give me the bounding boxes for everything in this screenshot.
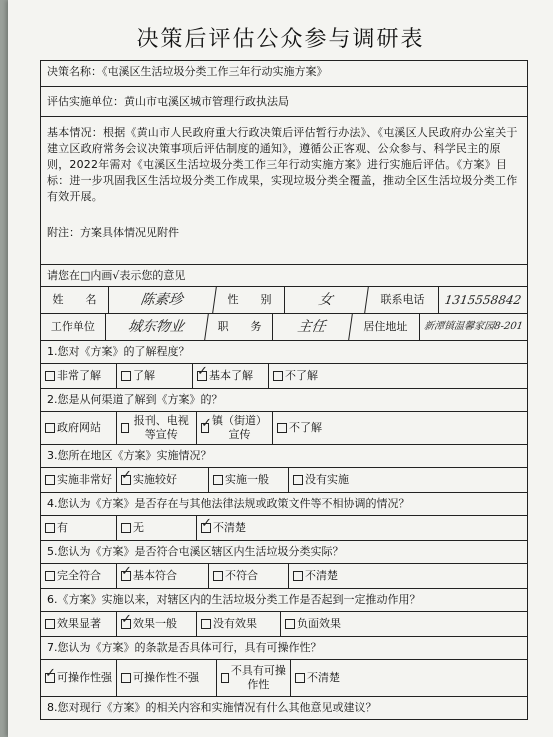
option-cell[interactable] (117, 468, 209, 492)
option-label: 了解 (133, 369, 155, 382)
option-row (41, 364, 527, 389)
basic-info: 基本情况：根据《黄山市人民政府重大行政决策后评估暂行办法》、《屯溪区人民政府办公室关于建立区政府常务会议决策事项后评估制度的通知》，遵循公正客观、公众参与、科学民主的原则，2022年需对《屯溪区生活垃圾分类工作三年行动实施方案》进行实施后评估。《方案》目标：进一步巩固我区生活垃圾分类工作成果，实现垃圾分类全覆盖，推动全区生活垃圾分类工作有效开展。 (47, 126, 518, 203)
question-text: 8.您对现行《方案》的相关内容和实施情况有什么其他意见或建议？ (41, 697, 527, 720)
option-cell[interactable] (197, 412, 273, 444)
checkmark-icon: ✓ (197, 364, 208, 379)
option-cell[interactable] (117, 364, 193, 388)
name-value: 陈素珍 (107, 287, 217, 313)
question-text: 7.您认为《方案》的条款是否具体可行，具有可操作性？ (41, 637, 527, 660)
position-label: 职 务 (207, 314, 274, 340)
option-cell[interactable] (289, 468, 527, 492)
checked-box-icon[interactable] (121, 612, 132, 629)
checked-box-icon[interactable] (121, 564, 132, 581)
checkbox-icon[interactable] (121, 673, 131, 683)
survey-sheet (8, 0, 553, 737)
option-cell[interactable] (209, 564, 289, 588)
option-row (41, 612, 527, 637)
question-text: 3.您所在地区《方案》实施情况？ (41, 445, 527, 468)
checkbox-icon[interactable] (293, 571, 303, 581)
checked-box-icon[interactable] (197, 364, 208, 381)
option-cell[interactable] (269, 364, 527, 388)
option-label: 不了解 (289, 421, 322, 434)
option-cell[interactable] (193, 364, 269, 388)
option-cell[interactable] (41, 468, 117, 492)
checkbox-icon[interactable] (121, 423, 129, 433)
option-row (41, 660, 527, 697)
question-text: 6.《方案》实施以来，对辖区内的生活垃圾分类工作是否起到一定推动作用？ (41, 589, 527, 612)
option-label: 没有效果 (213, 617, 257, 630)
option-cell[interactable] (41, 364, 117, 388)
checkmark-icon: ✓ (201, 516, 212, 531)
checkbox-icon[interactable] (45, 423, 55, 433)
checkbox-icon[interactable] (295, 673, 305, 683)
option-cell[interactable] (41, 564, 117, 588)
option-label: 报刊、电视等宣传 (133, 414, 189, 441)
option-label: 不清楚 (307, 671, 340, 684)
option-label: 负面效果 (297, 617, 341, 630)
checked-box-icon[interactable] (201, 416, 212, 433)
option-label: 实施非常好 (57, 473, 112, 486)
option-label: 基本符合 (133, 569, 177, 582)
checkmark-icon: ✓ (121, 468, 132, 483)
option-label: 基本了解 (209, 369, 253, 382)
option-label: 效果一般 (133, 617, 177, 630)
instruction: 请您在□内画√表示您的意见 (41, 265, 527, 287)
checked-box-icon[interactable] (45, 666, 56, 683)
name-label: 姓 名 (41, 287, 109, 313)
checked-box-icon[interactable] (121, 468, 132, 485)
option-label: 不了解 (285, 369, 318, 382)
option-cell[interactable] (41, 412, 117, 444)
survey-form (40, 60, 528, 720)
checkbox-icon[interactable] (213, 571, 223, 581)
option-row (41, 468, 527, 493)
option-cell[interactable] (291, 660, 527, 696)
option-cell[interactable] (289, 564, 527, 588)
checkbox-icon[interactable] (45, 619, 55, 629)
option-cell[interactable] (41, 660, 117, 696)
checkbox-icon[interactable] (121, 523, 131, 533)
option-cell[interactable] (117, 612, 197, 636)
work-value: 城东物业 (104, 314, 208, 340)
checkbox-icon[interactable] (45, 523, 55, 533)
option-label: 政府网站 (57, 421, 101, 434)
address-value: 新潭镇温馨家园8-201 (423, 321, 524, 332)
option-cell[interactable] (41, 516, 117, 540)
question-text: 2.您是从何渠道了解到《方案》的？ (41, 389, 527, 412)
question-list (41, 341, 527, 720)
checkbox-icon[interactable] (201, 619, 211, 629)
checkbox-icon[interactable] (285, 619, 295, 629)
checkbox-icon[interactable] (45, 571, 55, 581)
option-cell[interactable] (117, 564, 209, 588)
position-value: 主任 (272, 314, 354, 340)
checkmark-icon: ✓ (121, 612, 132, 627)
option-label: 不具有可操作性 (230, 664, 286, 691)
option-cell[interactable] (273, 412, 527, 444)
option-cell[interactable] (281, 612, 527, 636)
phone-label: 联系电话 (367, 287, 439, 313)
option-cell[interactable] (117, 660, 217, 696)
gender-value: 女 (283, 287, 369, 313)
attachment-note: 附注：方案具体情况见附件 (41, 217, 527, 265)
option-row (41, 412, 527, 445)
checkbox-icon[interactable] (293, 475, 303, 485)
option-row (41, 564, 527, 589)
option-label: 实施一般 (225, 473, 269, 486)
option-cell[interactable] (117, 516, 197, 540)
decision-name: 决策名称：《屯溪区生活垃圾分类工作三年行动实施方案》 (41, 61, 527, 87)
info-row-2 (41, 314, 527, 341)
work-label: 工作单位 (41, 314, 106, 340)
checkmark-icon: ✓ (201, 416, 212, 431)
option-label: 有 (57, 521, 68, 534)
option-cell[interactable] (197, 612, 281, 636)
page-title: 决策后评估公众参与调研表 (136, 27, 425, 52)
option-label: 不清楚 (305, 569, 338, 582)
option-row (41, 516, 527, 541)
option-label: 不清楚 (213, 521, 246, 534)
phone-value: 1315558842 (443, 293, 523, 307)
question-text: 4.您认为《方案》是否存在与其他法律法规或政策文件等不相协调的情况？ (41, 493, 527, 516)
option-label: 可操作性强 (57, 671, 112, 684)
checkmark-icon: ✓ (45, 666, 56, 681)
info-row-1 (41, 287, 527, 314)
option-label: 完全符合 (57, 569, 101, 582)
checked-box-icon[interactable] (201, 516, 212, 533)
option-label: 可操作性不强 (133, 671, 199, 684)
question-text: 5.您认为《方案》是否符合屯溪区辖区内生活垃圾分类实际？ (41, 541, 527, 564)
option-label: 效果显著 (57, 617, 101, 630)
checkbox-icon[interactable] (273, 371, 283, 381)
option-cell[interactable] (209, 468, 289, 492)
option-label: 非常了解 (57, 369, 101, 382)
option-cell[interactable] (117, 412, 197, 444)
evaluation-unit: 评估实施单位：黄山市屯溪区城市管理行政执法局 (41, 87, 527, 117)
option-cell[interactable] (217, 660, 291, 696)
checkbox-icon[interactable] (121, 371, 131, 381)
question-text: 1.您对《方案》的了解程度？ (41, 341, 527, 364)
option-cell[interactable] (41, 612, 117, 636)
checkbox-icon[interactable] (45, 371, 55, 381)
checkbox-icon[interactable] (277, 423, 287, 433)
checkbox-icon[interactable] (213, 475, 223, 485)
option-label: 不符合 (225, 569, 258, 582)
gender-label: 性 别 (215, 287, 285, 313)
checkbox-icon[interactable] (221, 673, 229, 683)
option-cell[interactable] (197, 516, 527, 540)
option-label: 镇（街道）宣传 (211, 414, 267, 441)
address-label: 居住地址 (352, 314, 421, 340)
option-label: 没有实施 (305, 473, 349, 486)
option-label: 无 (133, 521, 144, 534)
checkmark-icon: ✓ (121, 564, 132, 579)
option-label: 实施较好 (133, 473, 177, 486)
checkbox-icon[interactable] (45, 475, 55, 485)
